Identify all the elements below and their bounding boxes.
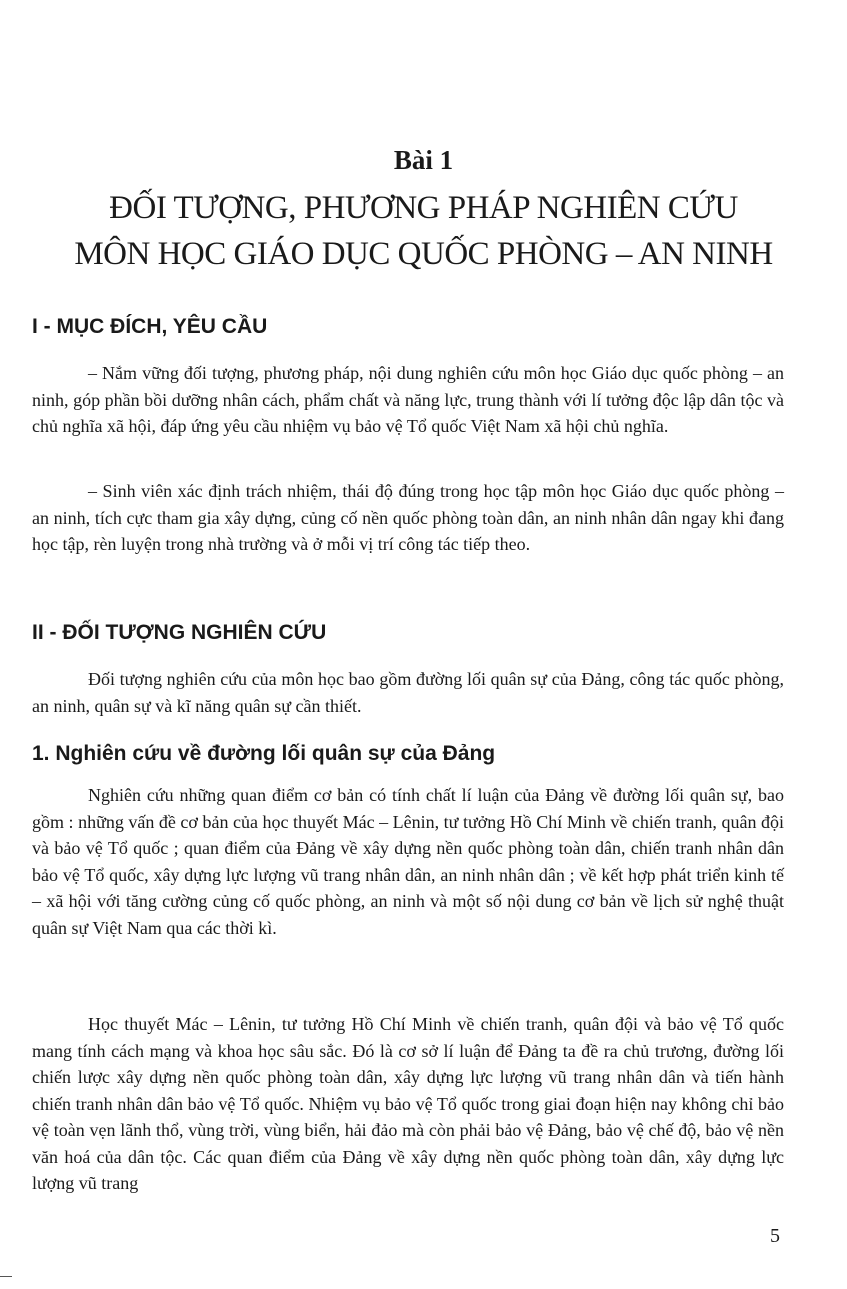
paragraph: Nghiên cứu những quan điểm cơ bản có tính chất lí luận của Đảng về đường lối quân sự, bao gồm : những vấn đề cơ bản của học thuyết Mác – Lênin, tư tưởng Hồ Chí Minh về chiến tranh, quân đội và bảo vệ Tổ quốc ; quan điểm của Đảng về xây dựng nền quốc phòng toàn dân, chiến tranh nhân dân bảo vệ Tổ quốc, xây dựng lực lượng vũ trang nhân dân, an ninh nhân dân ; về kết hợp phát triển kinh tế – xã hội với tăng cường củng cố quốc phòng, an ninh và một số nội dung cơ bản về lịch sử nghệ thuật quân sự Việt Nam qua các thời kì. bbox=[32, 785, 784, 938]
section-heading-purpose: I - MỤC ĐÍCH, YÊU CẦU bbox=[32, 315, 268, 338]
edge-mark bbox=[0, 1276, 12, 1277]
paragraph: – Sinh viên xác định trách nhiệm, thái độ đúng trong học tập môn học Giáo dục quốc phòng – an ninh, tích cực tham gia xây dựng, củng cố nền quốc phòng toàn dân, an ninh nhân dân ngay khi đang học tập, rèn luyện trong nhà trường và ở mỗi vị trí công tác tiếp theo. bbox=[32, 481, 784, 554]
subsection-heading: 1. Nghiên cứu về đường lối quân sự của Đảng bbox=[32, 742, 496, 765]
paragraph: – Nắm vững đối tượng, phương pháp, nội dung nghiên cứu môn học Giáo dục quốc phòng – an ninh, góp phần bồi dưỡng nhân cách, phẩm chất và năng lực, trung thành với lí tưởng độc lập dân tộc và chủ nghĩa xã hội, đáp ứng yêu cầu nhiệm vụ bảo vệ Tổ quốc Việt Nam xã hội chủ nghĩa. bbox=[32, 363, 784, 436]
section-heading-objects: II - ĐỐI TƯỢNG NGHIÊN CỨU bbox=[32, 621, 327, 644]
page-title-line-1: ĐỐI TƯỢNG, PHƯƠNG PHÁP NGHIÊN CỨU bbox=[109, 190, 738, 226]
lesson-label: Bài 1 bbox=[393, 145, 454, 175]
page-number: 5 bbox=[770, 1225, 780, 1247]
paragraph: Học thuyết Mác – Lênin, tư tưởng Hồ Chí Minh về chiến tranh, quân đội và bảo vệ Tổ quốc mang tính cách mạng và khoa học sâu sắc. Đó là cơ sở lí luận để Đảng ta đề ra chủ trương, đường lối chiến lược xây dựng nền quốc phòng toàn dân, xây dựng lực lượng vũ trang nhân dân và tiến hành chiến tranh nhân dân bảo vệ Tổ quốc. Nhiệm vụ bảo vệ Tổ quốc trong giai đoạn hiện nay không chỉ bảo vệ toàn vẹn lãnh thổ, vùng trời, vùng biển, hải đảo mà còn phải bảo vệ Đảng, bảo vệ chế độ, bảo vệ nền văn hoá của dân tộc. Các quan điểm của Đảng về xây dựng nền quốc phòng toàn dân, xây dựng lực lượng vũ trang bbox=[32, 1014, 784, 1193]
paragraph: Đối tượng nghiên cứu của môn học bao gồm đường lối quân sự của Đảng, công tác quốc phòng, an ninh, quân sự và kĩ năng quân sự cần thiết. bbox=[32, 669, 784, 716]
page-title-line-2: MÔN HỌC GIÁO DỤC QUỐC PHÒNG – AN NINH bbox=[74, 236, 773, 272]
